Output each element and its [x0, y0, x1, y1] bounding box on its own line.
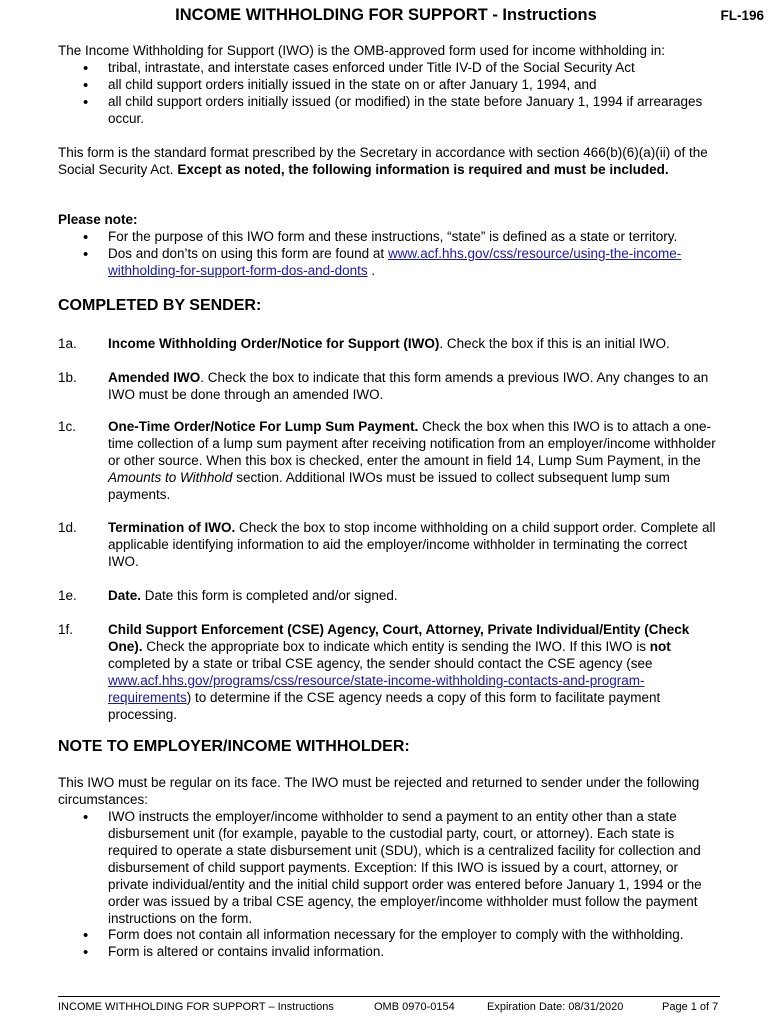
item-1b-body: . Check the box to indicate that this form amends a previous IWO. Any changes to an IWO must be done through an amended IWO. [108, 370, 709, 402]
note-bullet-2-prefix: Dos and don’ts on using this form are found at [108, 246, 385, 261]
form-number: FL-196 [720, 8, 764, 23]
item-1a-number: 1a. [58, 336, 77, 351]
standard-format-bold: Except as noted, the following information is required and must be included. [177, 162, 669, 177]
item-1e-body: Date this form is completed and/or signed. [141, 588, 398, 603]
item-1a-body: . Check the box if this is an initial IWO. [439, 336, 670, 351]
item-1f-number: 1f. [58, 622, 74, 637]
item-1c-italic: Amounts to Withhold [108, 470, 233, 485]
item-1c-body-b: section. Additional IWOs must be issued to collect subsequent lump sum payments. [108, 470, 670, 502]
footer-omb: OMB 0970-0154 [374, 1001, 455, 1013]
item-1e-bold: Date. [108, 588, 142, 603]
please-note-heading: Please note: [58, 212, 138, 227]
employer-intro: This IWO must be regular on its face. The IWO must be rejected and returned to sender under the following circumstances: [58, 775, 700, 807]
item-1f-body-a: Check the appropriate box to indicate which entity is sending the IWO. If this IWO is [142, 639, 650, 654]
item-1f-text [108, 621, 720, 723]
item-1d-text [108, 519, 720, 570]
note-bullet-2 [108, 245, 718, 279]
item-1c-bold: One-Time Order/Notice For Lump Sum Payment. [108, 419, 419, 434]
item-1d-number: 1d. [58, 520, 77, 535]
item-1a-text [108, 335, 720, 352]
item-1e-text [108, 587, 720, 604]
item-1b-text [108, 369, 720, 403]
item-1c-body-a: Check the box when this IWO is to attach a one-time collection of a lump sum payment after receiving notification from an employer/income withholder or other source. When this box is checked, enter the amount in field 14, Lump Sum Payment, in the [108, 419, 716, 468]
footer-divider [58, 996, 720, 997]
item-1c-number: 1c. [58, 419, 77, 434]
item-1c-text [108, 418, 720, 503]
intro-bullet-2: • all child support orders initially issued in the state on or after January 1, 1994, and [108, 76, 718, 93]
page-title: INCOME WITHHOLDING FOR SUPPORT - Instructions [175, 6, 597, 24]
employer-bullet-3: • Form is altered or contains invalid information. [108, 943, 718, 960]
employer-bullet-2: • Form does not contain all information necessary for the employer to comply with the withholding. [108, 926, 718, 943]
item-1b-number: 1b. [58, 370, 77, 385]
employer-bullet-1: • IWO instructs the employer/income withholder to send a payment to an entity other than a state disbursement unit (for example, payable to the custodial party, court, or attorney). Each state is required to operate a state disbursement unit (SDU), which is a centralized facility for collection and disbursement of child support payments. Exception: If this IWO is issued by a court, attorney, or private individual/entity and the initial child support order was entered before January 1, 1994 or the order was issued by a tribal CSE agency, the employer/income withholder must follow the payment instructions on the form. [108, 808, 718, 927]
item-1b-bold: Amended IWO [108, 370, 201, 385]
note-bullet-1: • For the purpose of this IWO form and these instructions, “state” is defined as a state or territory. [108, 228, 718, 245]
footer-expiration: Expiration Date: 08/31/2020 [487, 1001, 624, 1013]
intro-bullet-1: • tribal, intrastate, and interstate cases enforced under Title IV-D of the Social Security Act [108, 59, 718, 76]
footer-page-number: Page 1 of 7 [662, 1001, 719, 1013]
item-1f-bold-not: not [649, 639, 671, 654]
item-1f-body-c: ) to determine if the CSE agency needs a copy of this form to facilitate payment processing. [108, 690, 661, 722]
item-1f-body-b: completed by a state or tribal CSE agency, the sender should contact the CSE agency (see [108, 656, 653, 671]
standard-format-text: This form is the standard format prescribed by the Secretary in accordance with section 466(b)(6)(a)(ii) of the Social Security Act. [58, 145, 708, 177]
cse-contacts-link[interactable]: www.acf.hhs.gov/programs/css/resource/state-income-withholding-contacts-and-program-requirements [108, 673, 645, 705]
item-1f-bold: Child Support Enforcement (CSE) Agency, Court, Attorney, Private Individual/Entity (Check One). [108, 622, 690, 654]
item-1a-bold: Income Withholding Order/Notice for Support (IWO) [108, 336, 440, 351]
note-bullet-2-suffix: . [371, 263, 376, 278]
employer-heading: NOTE TO EMPLOYER/INCOME WITHHOLDER: [58, 738, 410, 755]
standard-format-paragraph [58, 144, 718, 178]
item-1d-body: Check the box to stop income withholding on a child support order. Complete all applicable identifying information to aid the employer/income withholder in terminating the correct IWO. [108, 520, 716, 569]
dos-and-donts-link[interactable]: www.acf.hhs.gov/css/resource/using-the-income-withholding-for-support-form-dos-and-donts [108, 246, 682, 278]
intro-bullet-3: • all child support orders initially issued (or modified) in the state before January 1, 1994 if arrearages occur. [108, 93, 718, 127]
intro-text: The Income Withholding for Support (IWO) is the OMB-approved form used for income withholding in: [58, 43, 666, 58]
sender-heading: COMPLETED BY SENDER: [58, 297, 262, 314]
footer-title: INCOME WITHHOLDING FOR SUPPORT – Instructions [58, 1001, 334, 1013]
item-1d-bold: Termination of IWO. [108, 520, 236, 535]
item-1e-number: 1e. [58, 588, 77, 603]
